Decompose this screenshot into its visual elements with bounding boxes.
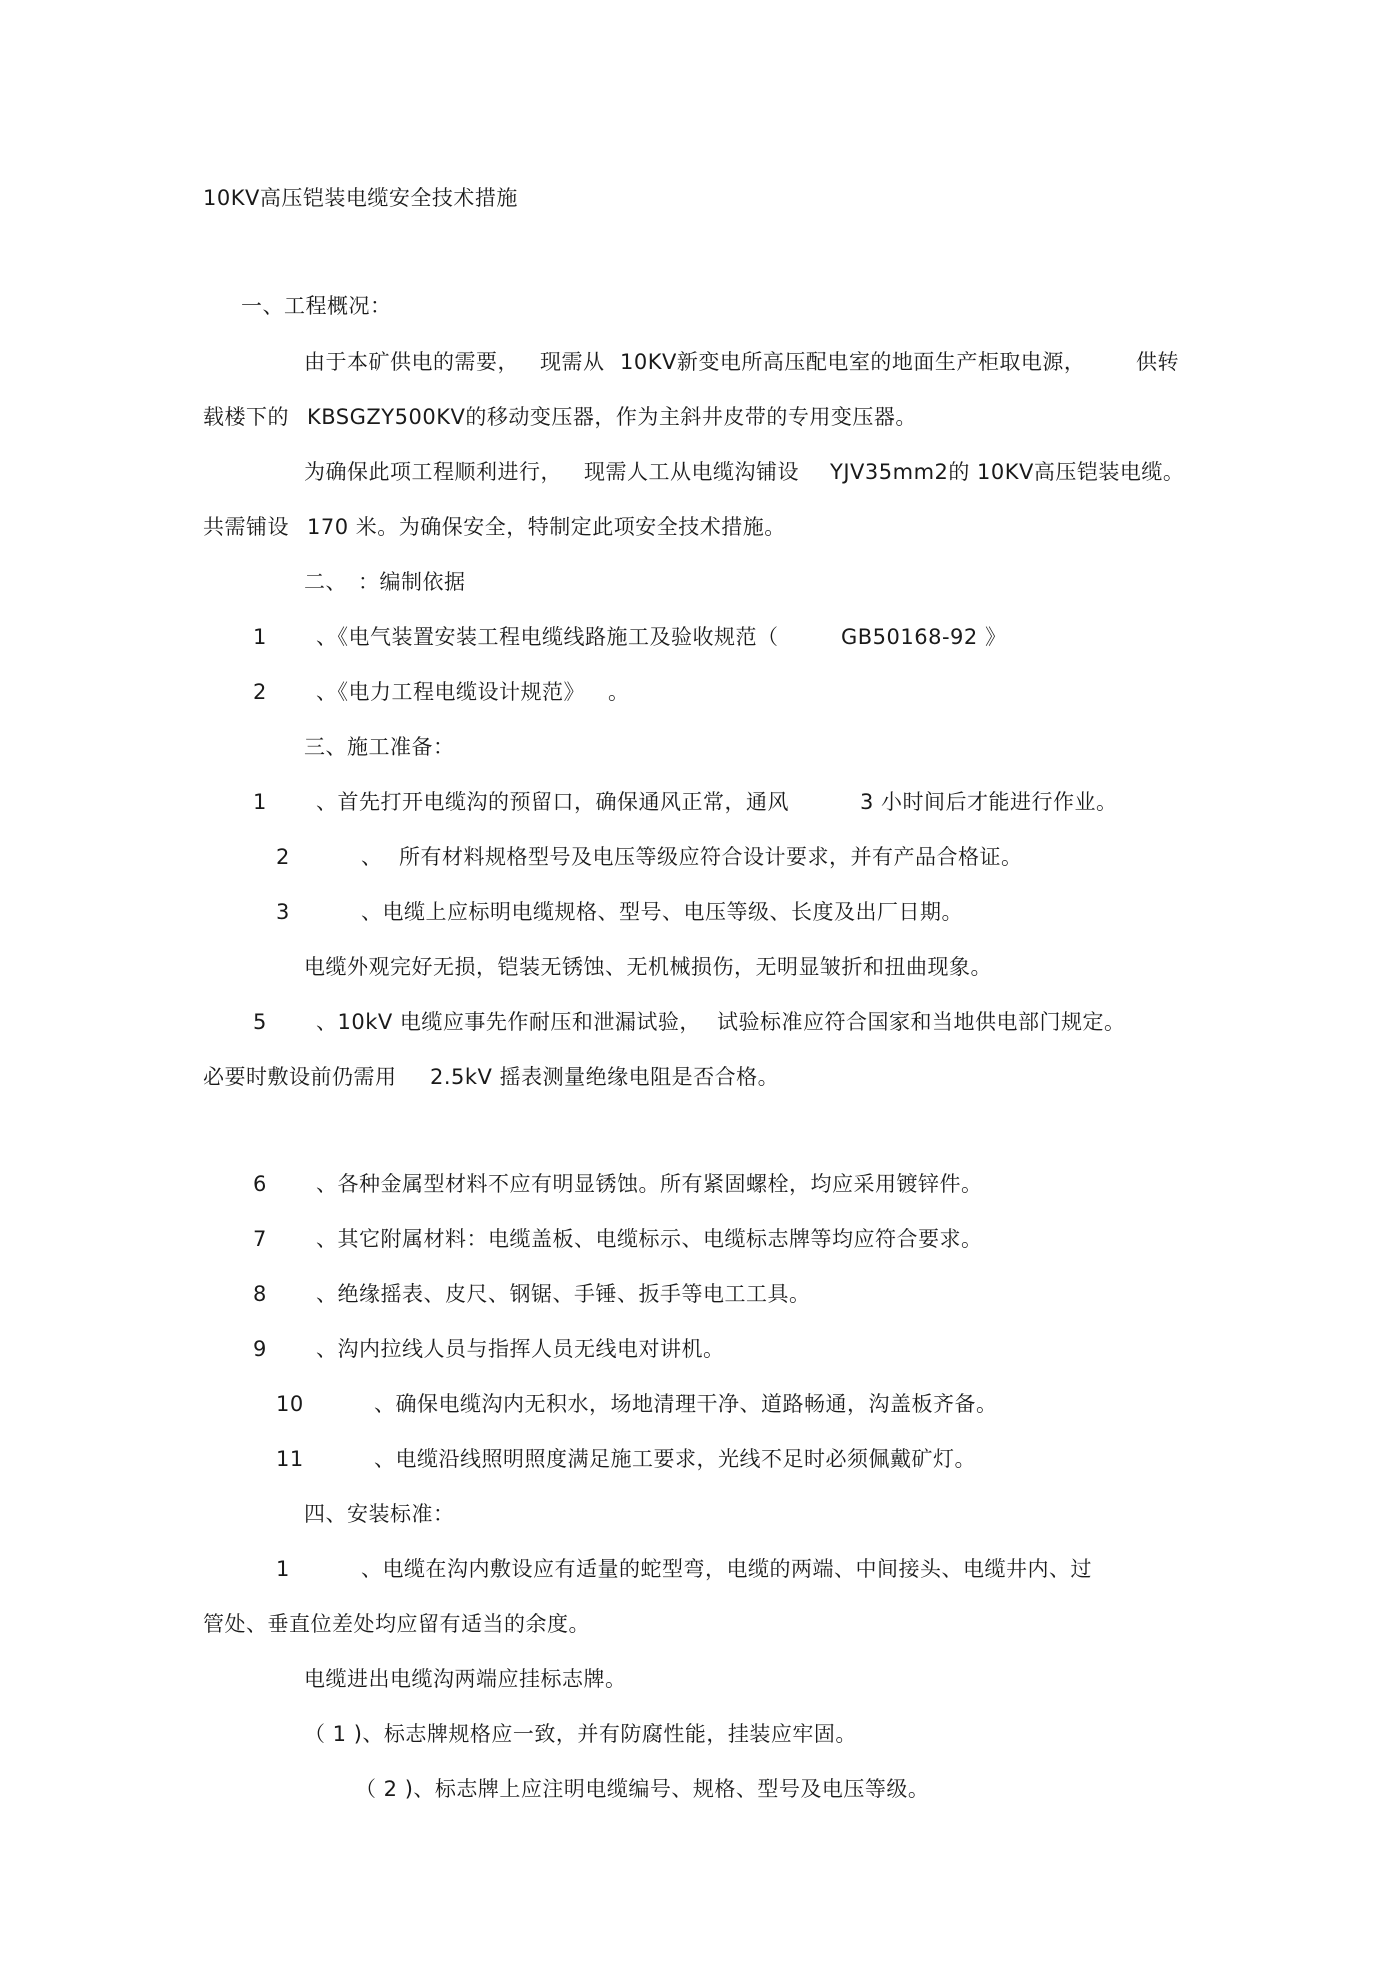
para-2-part-c: YJV35mm2的 10KV高压铠装电缆。 xyxy=(830,460,1185,484)
section-2-heading: ：编制依据 xyxy=(358,570,466,594)
section-4-heading: 四、安装标准： xyxy=(304,1502,455,1526)
para-2-part-b: 现需人工从电缆沟铺设 xyxy=(584,460,799,484)
prep-item-8-text: 、绝缘摇表、皮尺、钢锯、手锤、扳手等电工工具。 xyxy=(316,1282,811,1306)
install-item-1-text-a: 、电缆在沟内敷设应有适量的蛇型弯，电缆的两端、中间接头、电缆井内、过 xyxy=(361,1557,1092,1581)
prep-item-2-text: 所有材料规格型号及电压等级应符合设计要求，并有产品合格证。 xyxy=(399,845,1023,869)
basis-item-2-number: 2 xyxy=(253,680,267,704)
prep-item-10-text: 、确保电缆沟内无积水，场地清理干净、道路畅通，沟盖板齐备。 xyxy=(374,1392,998,1416)
prep-item-3-text: 、电缆上应标明电缆规格、型号、电压等级、长度及出厂日期。 xyxy=(361,900,963,924)
prep-item-6-number: 6 xyxy=(253,1172,267,1196)
install-item-1-text-b: 管处、垂直位差处均应留有适当的余度。 xyxy=(203,1612,590,1636)
para-1-part-c: 10KV新变电所高压配电室的地面生产柜取电源， xyxy=(620,350,1086,374)
prep-item-9-number: 9 xyxy=(253,1337,267,1361)
prep-item-1-text: 、首先打开电缆沟的预留口，确保通风正常，通风 xyxy=(316,790,789,814)
document-title: 10KV高压铠装电缆安全技术措施 xyxy=(203,186,518,210)
prep-item-5-text-c: 必要时敷设前仍需用 xyxy=(203,1065,397,1089)
prep-item-5-text-d: 2.5kV 摇表测量绝缘电阻是否合格。 xyxy=(430,1065,780,1089)
section-1-heading: 一、工程概况： xyxy=(241,294,392,318)
prep-item-1-number: 1 xyxy=(253,790,267,814)
prep-item-4-text: 电缆外观完好无损，铠装无锈蚀、无机械损伤，无明显皱折和扭曲现象。 xyxy=(304,955,992,979)
prep-item-6-text: 、各种金属型材料不应有明显锈蚀。所有紧固螺栓，均应采用镀锌件。 xyxy=(316,1172,983,1196)
basis-item-1-code: GB50168-92 》 xyxy=(841,625,1007,649)
basis-item-1-text: 、《电气装置安装工程电缆线路施工及验收规范（ xyxy=(316,625,779,649)
para-1-part-d: 供转 xyxy=(1136,350,1179,374)
para-2-part-d: 共需铺设 xyxy=(203,515,289,539)
para-1-part-f: KBSGZY500KV的移动变压器，作为主斜井皮带的专用变压器。 xyxy=(307,405,917,429)
para-1-part-e: 载楼下的 xyxy=(203,405,289,429)
section-2-label: 二、 xyxy=(304,570,347,594)
prep-item-1-end: 3 小时间后才能进行作业。 xyxy=(860,790,1118,814)
prep-item-11-text: 、电缆沿线照明照度满足施工要求，光线不足时必须佩戴矿灯。 xyxy=(374,1447,976,1471)
para-1-part-a: 由于本矿供电的需要， xyxy=(304,350,519,374)
install-item-1-number: 1 xyxy=(276,1557,290,1581)
prep-item-11-number: 11 xyxy=(276,1447,304,1471)
prep-item-5-text-a: 、10kV 电缆应事先作耐压和泄漏试验， xyxy=(316,1010,701,1034)
basis-item-1-number: 1 xyxy=(253,625,267,649)
prep-item-7-number: 7 xyxy=(253,1227,267,1251)
prep-item-10-number: 10 xyxy=(276,1392,304,1416)
prep-item-7-text: 、其它附属材料：电缆盖板、电缆标示、电缆标志牌等均应符合要求。 xyxy=(316,1227,983,1251)
basis-item-2-text: 、《电力工程电缆设计规范》 xyxy=(316,680,585,704)
prep-item-2-number: 2 xyxy=(276,845,290,869)
prep-item-5-number: 5 xyxy=(253,1010,267,1034)
para-2-part-a: 为确保此项工程顺利进行， xyxy=(304,460,562,484)
prep-item-3-number: 3 xyxy=(276,900,290,924)
prep-item-2-mark: 、 xyxy=(361,845,383,869)
prep-item-5-text-b: 试验标准应符合国家和当地供电部门规定。 xyxy=(717,1010,1126,1034)
install-item-2-sub-2: （ 2 )、标志牌上应注明电缆编号、规格、型号及电压等级。 xyxy=(355,1777,930,1801)
basis-item-2-end: 。 xyxy=(608,680,630,704)
para-1-part-b: 现需从 xyxy=(540,350,605,374)
para-2-part-e: 170 米。为确保安全，特制定此项安全技术措施。 xyxy=(307,515,786,539)
section-3-heading: 三、施工准备： xyxy=(304,735,455,759)
prep-item-8-number: 8 xyxy=(253,1282,267,1306)
install-item-2-text: 电缆进出电缆沟两端应挂标志牌。 xyxy=(304,1667,627,1691)
prep-item-9-text: 、沟内拉线人员与指挥人员无线电对讲机。 xyxy=(316,1337,725,1361)
install-item-2-sub-1: （ 1 )、标志牌规格应一致，并有防腐性能，挂装应牢固。 xyxy=(304,1722,857,1746)
